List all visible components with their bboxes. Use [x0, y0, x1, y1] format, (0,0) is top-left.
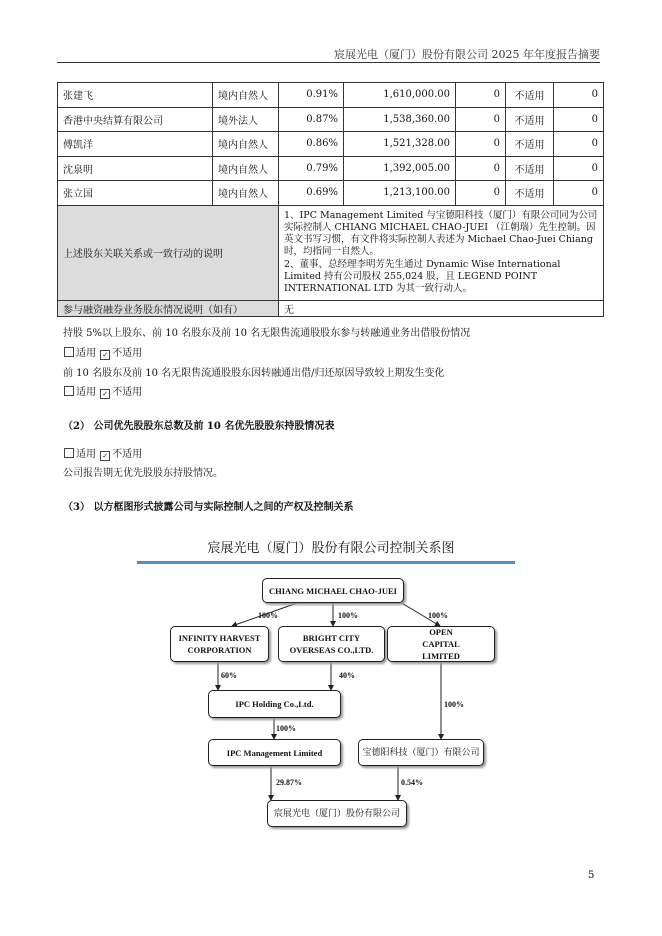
cell-ratio: 0.79% [279, 156, 344, 181]
para-lending-change: 前 10 名股东及前 10 名无限售流通股股东因转融通出借/归还原因导致较上期发生变化 [63, 368, 445, 379]
page-number: 5 [588, 870, 595, 881]
cell-pledge-qty: 0 [554, 132, 604, 157]
margin-note-value: 无 [279, 300, 604, 316]
cell-type: 境内自然人 [213, 156, 279, 181]
not-applicable-label: 不适用 [112, 387, 143, 398]
cell-pledge-qty: 0 [554, 83, 604, 108]
not-applicable-label: 不适用 [112, 449, 143, 460]
cell-pledge-status: 不适用 [506, 181, 554, 206]
not-applicable-label: 不适用 [112, 348, 143, 359]
diagram-title: 宸展光电（厦门）股份有限公司控制关系图 [207, 541, 455, 556]
baodeyang-box: 宝德阳科技（厦门）有限公司 [358, 739, 484, 766]
cell-type: 境内自然人 [213, 132, 279, 157]
not-applicable-checkbox[interactable]: ✓ [100, 350, 110, 360]
pct-ipcholding-mgmt: 100% [276, 724, 296, 733]
cell-restricted: 0 [456, 83, 506, 108]
section-3-title: （3） 以方框图形式披露公司与实际控制人之间的产权及控制关系 [63, 502, 354, 513]
cell-pledge-qty: 0 [554, 107, 604, 132]
cell-pledge-status: 不适用 [506, 107, 554, 132]
cell-pledge-status: 不适用 [506, 156, 554, 181]
cell-name: 沈泉明 [58, 156, 213, 181]
cell-type: 境内自然人 [213, 83, 279, 108]
cell-name: 张建飞 [58, 83, 213, 108]
cell-type: 境内自然人 [213, 181, 279, 206]
cell-pledge-qty: 0 [554, 156, 604, 181]
cell-restricted: 0 [456, 107, 506, 132]
infinity-harvest-box: INFINITY HARVEST CORPORATION [170, 626, 269, 662]
applicable-label: 适用 [76, 387, 96, 398]
pct-baodeyang-company: 0.54% [401, 778, 423, 787]
cell-restricted: 0 [456, 132, 506, 157]
cell-restricted: 0 [456, 181, 506, 206]
pct-open: 100% [428, 611, 448, 620]
related-note-item-2: 2、董事、总经理李明芳先生通过 Dynamic Wise International Limited 持有公司股权 255,024 股，且 LEGEND POINT INTERNATIONAL LTD 为其一致行动人。 [284, 258, 561, 294]
related-note-item-1: 1、IPC Management Limited 与宝德阳科技（厦门）有限公司同为公司实际控制人 CHIANG MICHAEL CHAO-JUEI （江朝瑞）先生控制。因英文书写习惯，有文件将实际控制人表述为 Michael Chao-Juei Chiang 时，均指同一自然人。 [284, 209, 598, 258]
controller-box: CHIANG MICHAEL CHAO-JUEI [262, 578, 404, 603]
cell-shares: 1,538,360.00 [344, 107, 456, 132]
section-2-text: 公司报告期无优先股股东持股情况。 [63, 468, 223, 479]
cell-pledge-qty: 0 [554, 181, 604, 206]
ipc-management-box: IPC Management Limited [208, 739, 341, 766]
open-capital-box: OPEN CAPITAL LIMITED [387, 626, 495, 662]
cell-ratio: 0.69% [279, 181, 344, 206]
not-applicable-checkbox[interactable]: ✓ [100, 451, 110, 461]
cell-pledge-status: 不适用 [506, 132, 554, 157]
pct-bright: 100% [338, 611, 358, 620]
cell-ratio: 0.91% [279, 83, 344, 108]
cell-shares: 1,392,005.00 [344, 156, 456, 181]
applicable-label: 适用 [76, 449, 96, 460]
cell-shares: 1,610,000.00 [344, 83, 456, 108]
margin-note-label: 参与融资融券业务股东情况说明（如有） [58, 300, 279, 316]
related-note-label: 上述股东关联关系或一致行动的说明 [58, 205, 279, 300]
ipc-holding-box: IPC Holding Co.,Ltd. [208, 690, 341, 718]
report-header: 宸展光电（厦门）股份有限公司 2025 年年度报告摘要 [334, 48, 600, 61]
cell-restricted: 0 [456, 156, 506, 181]
pct-mgmt-company: 29.87% [276, 778, 302, 787]
bright-city-box: BRIGHT CITY OVERSEAS CO.,LTD. [278, 626, 385, 662]
pct-bright-ipcholding: 40% [339, 671, 355, 680]
company-box: 宸展光电（厦门）股份有限公司 [267, 800, 407, 827]
cell-name: 张立国 [58, 181, 213, 206]
section-2-title: （2） 公司优先股股东总数及前 10 名优先股股东持股情况表 [63, 421, 335, 432]
cell-name: 香港中央结算有限公司 [58, 107, 213, 132]
not-applicable-checkbox[interactable]: ✓ [100, 389, 110, 399]
cell-ratio: 0.87% [279, 107, 344, 132]
cell-ratio: 0.86% [279, 132, 344, 157]
cell-pledge-status: 不适用 [506, 83, 554, 108]
pct-infinity-ipcholding: 60% [221, 671, 237, 680]
para-lending-info: 持股 5%以上股东、前 10 名股东及前 10 名无限售流通股股东参与转融通业务出借股份情况 [63, 328, 471, 339]
cell-shares: 1,213,100.00 [344, 181, 456, 206]
cell-name: 傅凯洋 [58, 132, 213, 157]
cell-type: 境外法人 [213, 107, 279, 132]
cell-shares: 1,521,328.00 [344, 132, 456, 157]
pct-infinity: 100% [258, 611, 278, 620]
pct-open-baodeyang: 100% [444, 700, 464, 709]
applicable-label: 适用 [76, 348, 96, 359]
